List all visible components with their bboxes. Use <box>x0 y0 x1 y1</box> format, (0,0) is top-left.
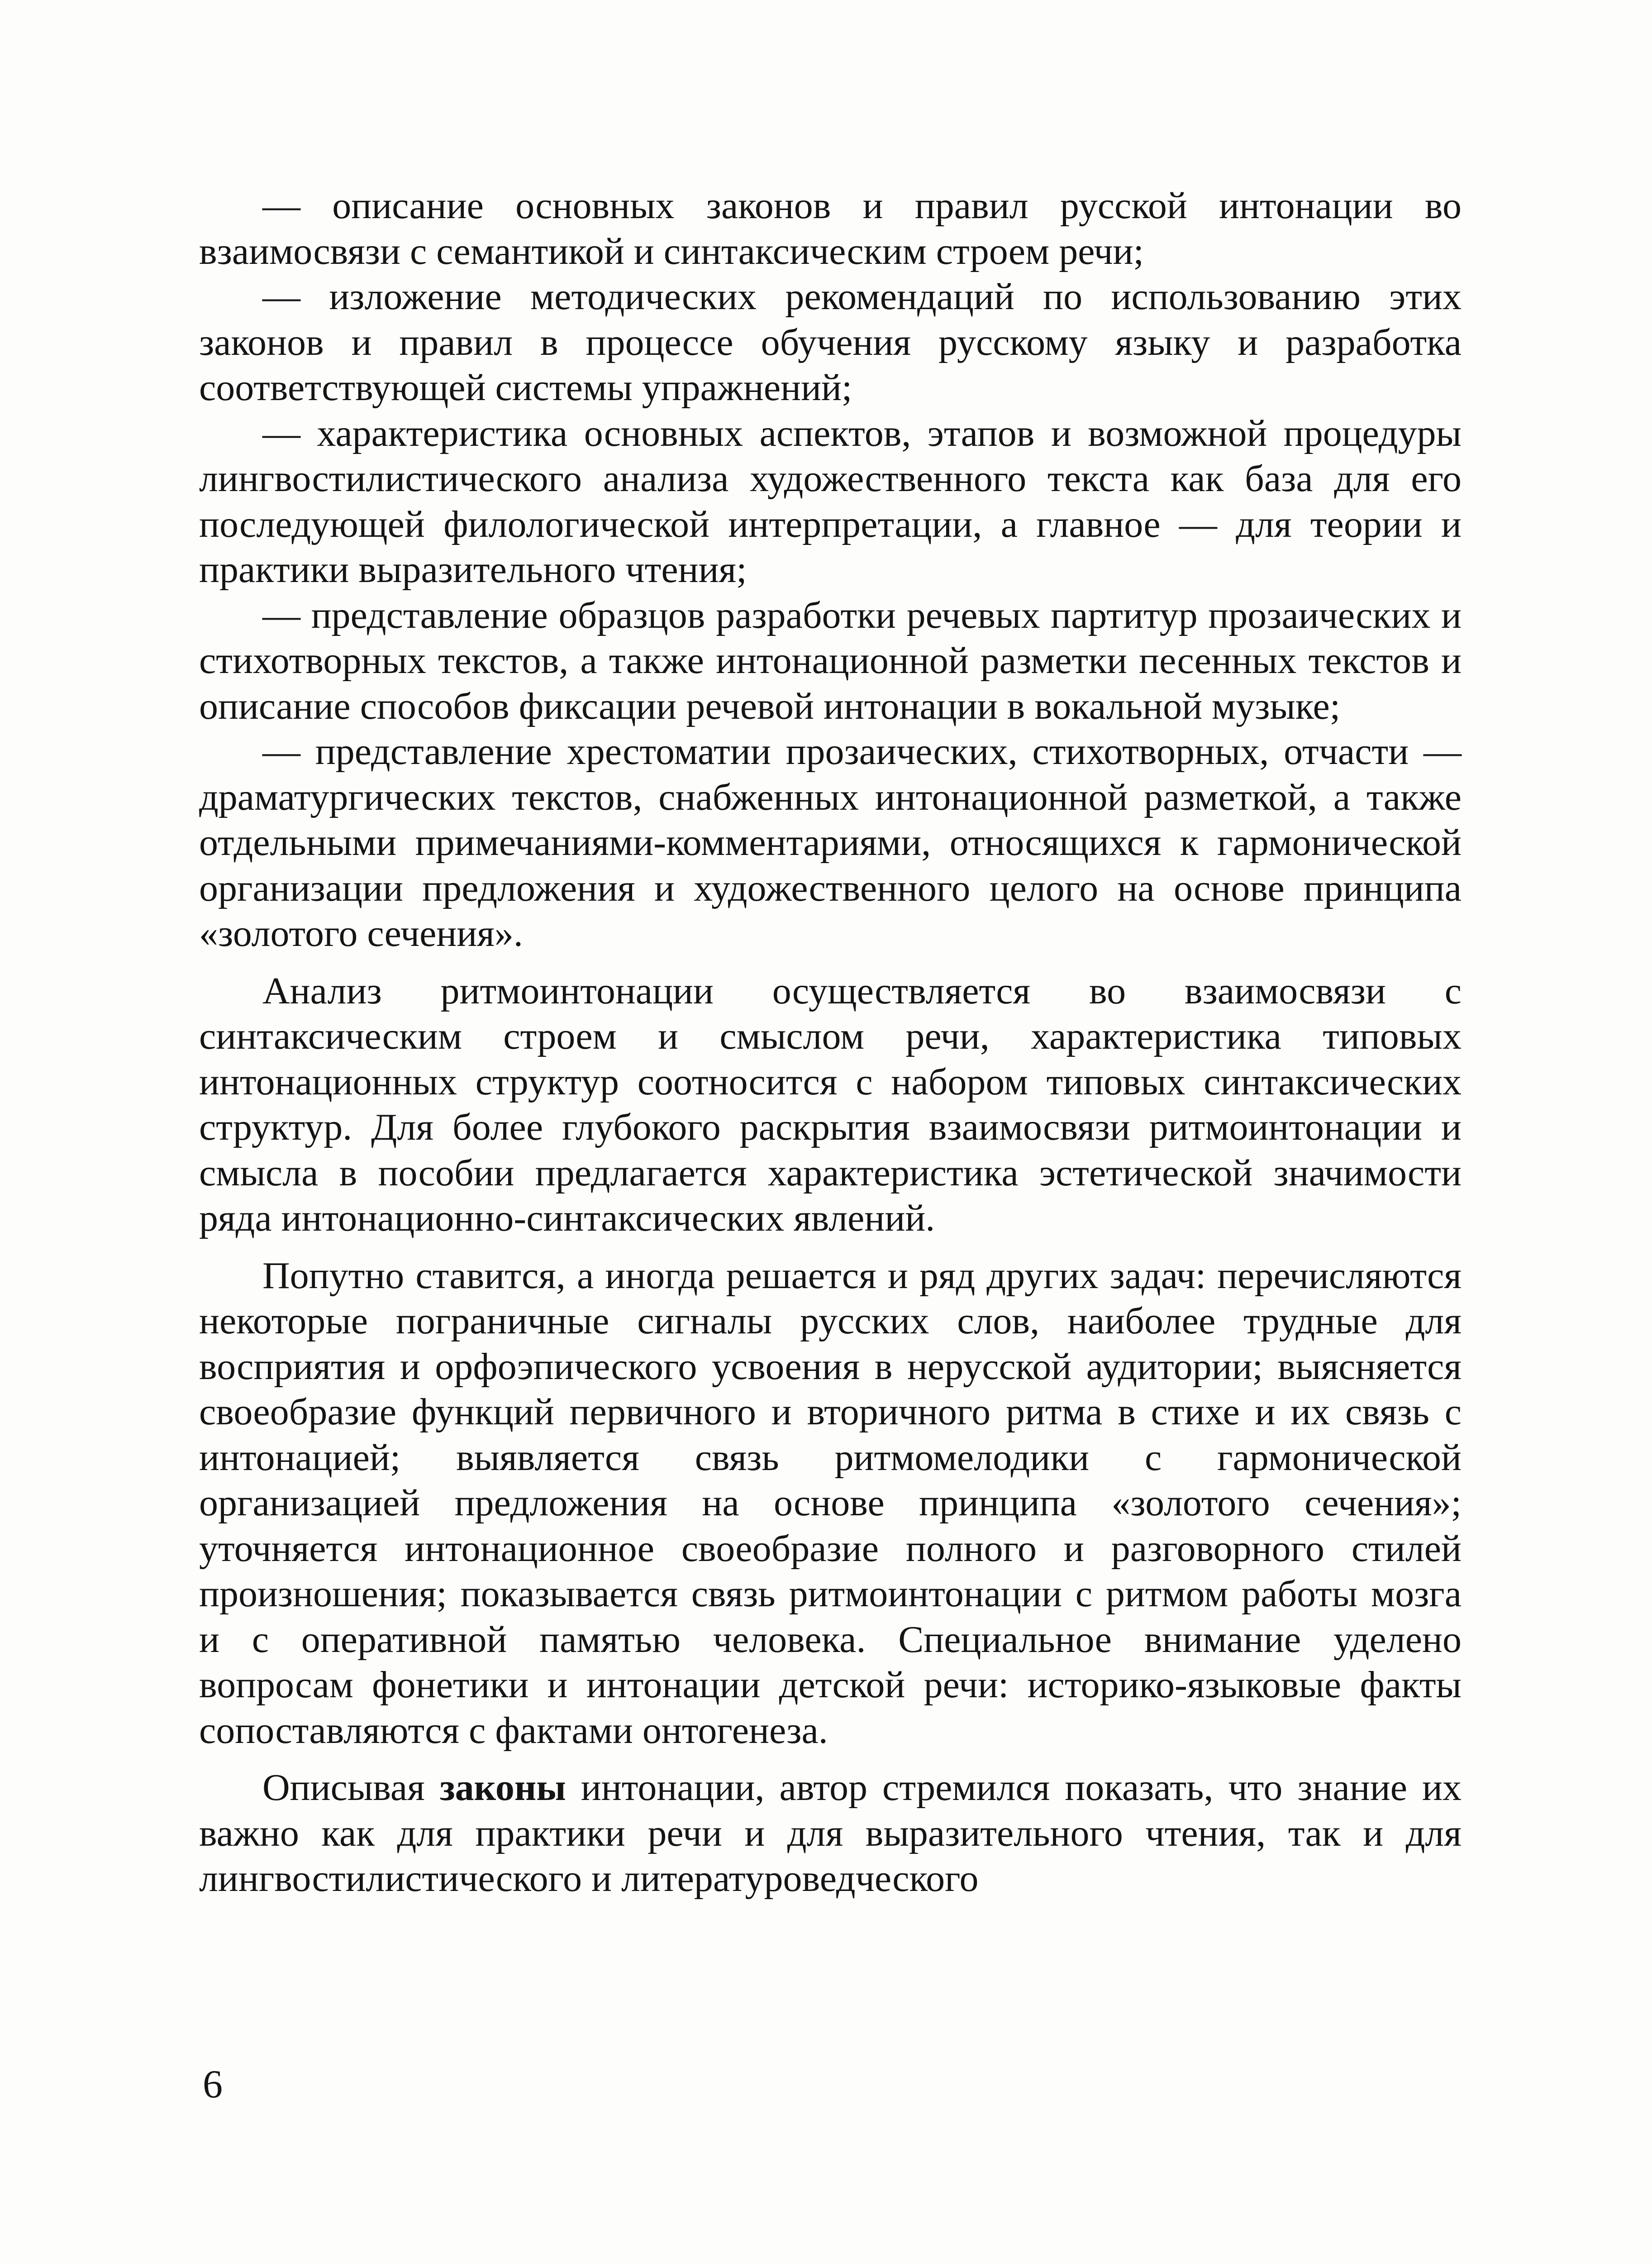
list-item-paragraph: — характеристика основных аспектов, этапов и возможной процедуры лингвостилистического анализа художественного текста как база для его последующей филологической интерпретации, а главное — для теории и практики выразительного чтения; <box>199 412 1462 591</box>
page-number: 6 <box>203 2062 223 2106</box>
list-item-paragraph: — представление хрестоматии прозаических, стихотворных, отчасти — драматургических текстов, снабженных интонационной разметкой, а также отдельными примечаниями-комментариями, относящихся к гармонической организации предложения и художественного целого на основе принципа «золотого сечения». <box>199 730 1462 955</box>
list-item-paragraph: — описание основных законов и правил русской интонации во взаимосвязи с семантикой и синтаксическим строем речи; <box>199 185 1462 272</box>
body-text <box>199 183 1462 1902</box>
emphasized-word: законы <box>439 1766 566 1809</box>
paragraph-text-start: Описывая <box>262 1766 440 1809</box>
list-item-paragraph: — изложение методических рекомендаций по использованию этих законов и правил в процессе обучения русскому языку и разработка соответствующей системы упражнений; <box>199 276 1462 409</box>
body-paragraph: Попутно ставится, а иногда решается и ряд других задач: перечисляются некоторые пограничные сигналы русских слов, наиболее трудные для восприятия и орфоэпического усвоения в нерусской аудитории; выясняется своеобразие функций первичного и вторичного ритма в стихе и их связь с интонацией; выявляется связь ритмомелодики с гармонической организацией предложения на основе принципа «золотого сечения»; уточняется интонационное своеобразие полного и разговорного стилей произношения; показывается связь ритмоинтонации с ритмом работы мозга и с оперативной памятью человека. Специальное внимание уделено вопросам фонетики и интонации детской речи: историко-языковые факты сопоставляются с фактами онтогенеза. <box>199 1254 1462 1752</box>
list-item-paragraph: — представление образцов разработки речевых партитур прозаических и стихотворных текстов, а также интонационной разметки песенных текстов и описание способов фиксации речевой интонации в вокальной музыке; <box>199 594 1462 727</box>
paragraph-text-end: интонации, автор стремился показать, что знание их важно как для практики речи и для выразительного чтения, так и для лингвостилистического и литературоведческого <box>199 1766 1462 1900</box>
body-paragraph: Анализ ритмоинтонации осуществляется во взаимосвязи с синтаксическим строем и смыслом речи, характеристика типовых интонационных структур соотносится с набором типовых синтаксических структур. Для более глубокого раскрытия взаимосвязи ритмоинтонации и смысла в пособии предлагается характеристика эстетической значимости ряда интонационно-синтаксических явлений. <box>199 969 1462 1239</box>
body-paragraph <box>199 1765 1462 1902</box>
